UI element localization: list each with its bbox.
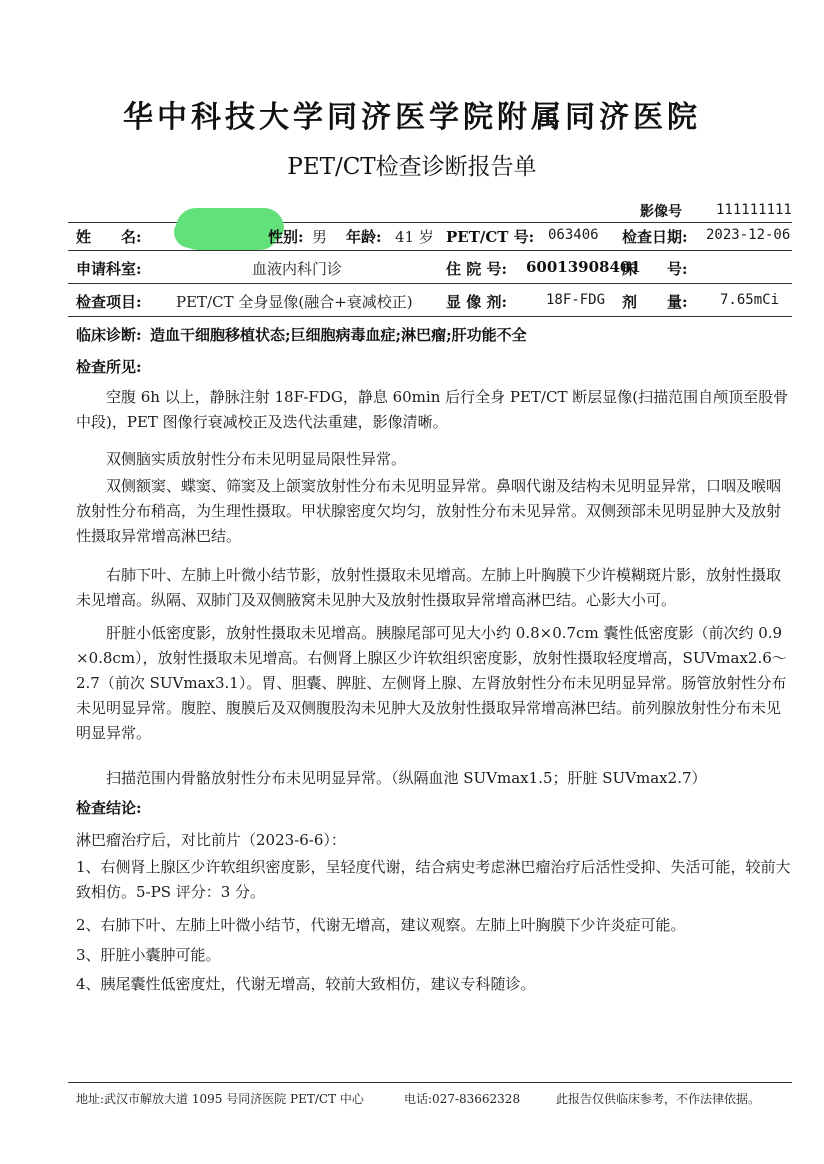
dept-label: 申请科室: xyxy=(76,260,142,278)
age-label: 年龄: xyxy=(346,228,382,246)
dose-label: 剂 量: xyxy=(622,293,688,311)
findings-paragraph: 右肺下叶、左肺上叶微小结节影，放射性摄取未见增高。左肺上叶胸膜下少许模糊斑片影，放射性摄取未见增高。纵隔、双肺门及双侧腋窝未见肿大及放射性摄取异常增高淋巴结。心影大小可。 xyxy=(76,566,782,609)
image-no-label: 影像号 xyxy=(640,204,682,220)
footer-address: 地址:武汉市解放大道 1095 号同济医院 PET/CT 中心 xyxy=(76,1092,364,1106)
clinical-text: 造血干细胞移植状态;巨细胞病毒血症;淋巴瘤;肝功能不全 xyxy=(150,326,527,344)
conclusion-item: 1、右侧肾上腺区少许软组织密度影，呈轻度代谢，结合病史考虑淋巴瘤治疗后活性受抑、失活可能，较前大致相仿。5-PS 评分：3 分。 xyxy=(76,858,791,901)
conclusion-label: 检查结论: xyxy=(76,799,142,817)
petct-no-value: 063406 xyxy=(548,227,599,243)
agent-value: 18F-FDG xyxy=(546,292,606,308)
conclusion-item: 2、右肺下叶、左肺上叶微小结节，代谢无增高，建议观察。左肺上叶胸膜下少许炎症可能。 xyxy=(76,916,686,934)
admission-label: 住 院 号: xyxy=(446,260,507,278)
findings-paragraph: 双侧额窦、蝶窦、筛窦及上颌窦放射性分布未见明显异常。鼻咽代谢及结构未见明显异常，口咽及喉咽放射性分布稍高，为生理性摄取。甲状腺密度欠均匀，放射性分布未见异常。双侧颈部未见明显肿大及放射性摄取异常增高淋巴结。 xyxy=(76,477,782,545)
dept-value: 血液内科门诊 xyxy=(252,260,343,278)
dose-value: 7.65mCi xyxy=(720,292,780,308)
exam-date-value: 2023-12-06 xyxy=(706,227,791,243)
divider-row1 xyxy=(68,250,792,251)
admission-value: 60013908401 xyxy=(526,258,641,276)
exam-item-value: PET/CT 全身显像(融合+衰减校正) xyxy=(176,293,413,311)
divider-footer xyxy=(68,1082,792,1083)
findings-paragraph: 空腹 6h 以上，静脉注射 18F-FDG，静息 60min 后行全身 PET/CT 断层显像(扫描范围自颅顶至股骨中段)，PET 图像行衰减校正及迭代法重建，影像清晰。 xyxy=(76,388,789,431)
footer-disclaimer: 此报告仅供临床参考，不作法律依据。 xyxy=(556,1092,761,1106)
age-value: 41 岁 xyxy=(395,228,434,246)
conclusion-item: 3、肝脏小囊肿可能。 xyxy=(76,946,221,964)
divider-row3 xyxy=(68,316,792,317)
bed-label: 床 号: xyxy=(622,260,688,278)
clinical-label: 临床诊断: xyxy=(76,326,142,344)
sex-label: 性别: xyxy=(268,228,304,246)
petct-no-label: PET/CT 号: xyxy=(446,228,535,246)
image-no-value: 111111111 xyxy=(716,202,792,218)
findings-paragraph: 扫描范围内骨骼放射性分布未见明显异常。（纵隔血池 SUVmax1.5；肝脏 SUVmax2.7） xyxy=(106,769,707,787)
findings-paragraph: 双侧脑实质放射性分布未见明显局限性异常。 xyxy=(106,450,407,468)
findings-paragraph: 肝脏小低密度影，放射性摄取未见增高。胰腺尾部可见大小约 0.8×0.7cm 囊性低密度影（前次约 0.9×0.8cm），放射性摄取未见增高。右侧肾上腺区少许软组织密度影，放射性摄取轻度增高，SUVmax2.6～2.7（前次 SUVmax3.1）。胃、胆囊、脾脏、左侧肾上腺、左肾放射性分布未见明显异常。肠管放射性分布未见明显异常。腹腔、腹膜后及双侧腹股沟未见肿大及放射性摄取异常增高淋巴结。前列腺放射性分布未见明显异常。 xyxy=(76,624,787,742)
footer-phone: 电话:027-83662328 xyxy=(404,1092,521,1106)
hospital-name: 华中科技大学同济医学院附属同济医院 xyxy=(123,100,701,135)
exam-item-label: 检查项目: xyxy=(76,293,142,311)
divider-row2 xyxy=(68,283,792,284)
conclusion-intro: 淋巴瘤治疗后，对比前片（2023-6-6）： xyxy=(76,831,346,849)
name-label: 姓 名: xyxy=(76,228,142,246)
exam-date-label: 检查日期: xyxy=(622,228,688,246)
findings-label: 检查所见: xyxy=(76,358,142,376)
redaction-mark xyxy=(176,208,278,250)
sex-value: 男 xyxy=(312,228,328,246)
conclusion-item: 4、胰尾囊性低密度灶，代谢无增高，较前大致相仿，建议专科随诊。 xyxy=(76,975,536,993)
report-title: PET/CT检查诊断报告单 xyxy=(287,154,537,180)
agent-label: 显 像 剂: xyxy=(446,293,507,311)
